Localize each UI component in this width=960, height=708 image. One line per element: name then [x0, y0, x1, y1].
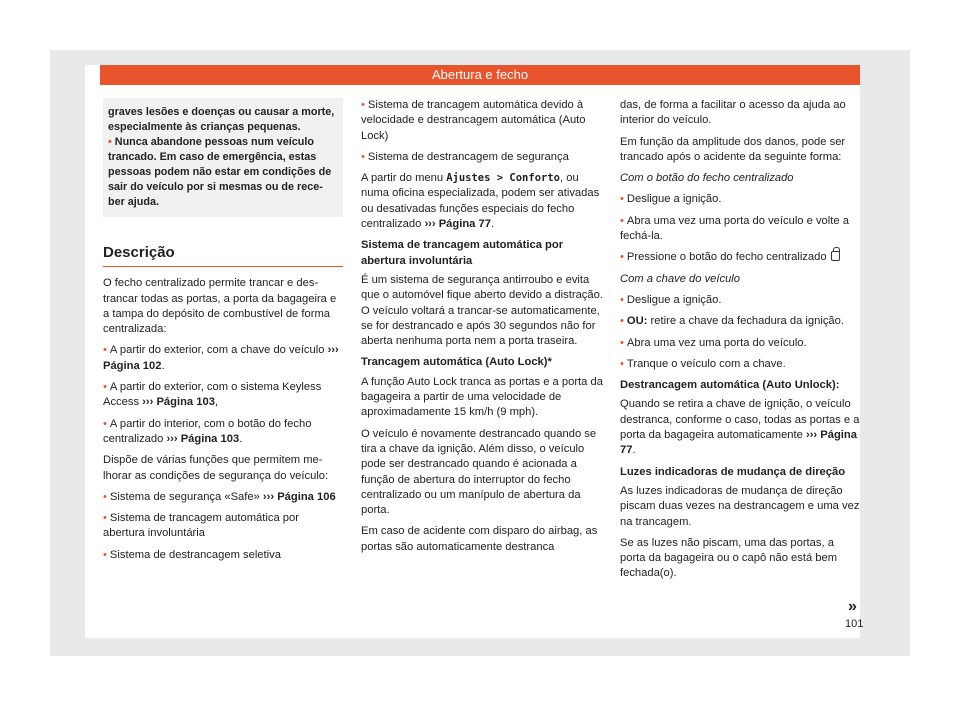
list-item-text: retire a chave da fechadura da ignição. — [650, 315, 844, 328]
warning-box — [103, 98, 343, 217]
paragraph: Em função da amplitude dos danos, pode ser trancado após o acidente da seguinte forma: — [620, 135, 846, 163]
list-item — [361, 98, 603, 144]
list-item — [620, 250, 860, 265]
list-item — [620, 336, 860, 351]
list-item-text: Pressione o botão do fecho centralizado — [626, 251, 827, 264]
list-item-text: A partir do interior, com o botão do fecho centralizado — [103, 417, 312, 445]
list-item-text: Desligue a ignição. — [626, 193, 722, 206]
bullet-icon: • — [103, 512, 107, 525]
bullet-icon: • — [103, 490, 107, 503]
subheading: Luzes indicadoras de mudança de direção — [620, 465, 846, 478]
list-item: • A partir do exterior, com o sistema Keyless Access ››› Página 103, — [103, 381, 322, 409]
italic-heading: Com a chave do veículo — [620, 272, 741, 285]
page-ref-link[interactable]: ››› Página 102 — [103, 344, 339, 372]
list-item — [361, 150, 603, 165]
bullet-icon: • — [620, 251, 624, 264]
paragraph: É um sistema de segurança antirroubo e evita que o automóvel fique aberto devido a distração. O veículo voltará a trancar-se automaticamente, se for destrancado e após 30 segundos não for aberta nenhuma porta nem a porta traseira. — [361, 273, 603, 348]
paragraph: Se as luzes não piscam, uma das portas, a porta da bagageira ou o capô não está bem fechada(o). — [620, 536, 838, 580]
list-item-text: A partir do exterior, com a chave do veículo — [109, 344, 325, 357]
warning-text: Nunca abandone pessoas num veículo trancado. Em caso de emergência, estas pessoas podem não estar em condições de sair do veículo por si mesmas ou de receber ajuda. — [108, 136, 332, 208]
list-item — [103, 548, 343, 563]
list-item-text: Sistema de segurança «Safe» — [109, 490, 260, 503]
list-item-text: Tranque o veículo com a chave. — [626, 357, 786, 370]
subheading: Sistema de trancagem automática por abertura involuntária — [361, 239, 564, 267]
paragraph: Quando se retira a chave de ignição, o veículo destranca, conforme o caso, todas as portas e a porta da bagageira automaticamente ››› Página 77. — [620, 398, 860, 457]
list-item — [103, 511, 343, 542]
list-item — [620, 293, 860, 308]
list-item-text: Abra uma vez uma porta do veículo. — [626, 336, 807, 349]
paragraph: A função Auto Lock tranca as portas e a porta da bagageira a partir de uma velocidade de aproximadamente 15 km/h (9 mph). — [361, 375, 603, 419]
continue-marker: » — [848, 598, 857, 615]
paragraph: O veículo é novamente destrancado quando se tira a chave da ignição. Além disso, o veículo pode ser destrancado quando é acionada a função de abertura do interruptor do fecho centralizado ou um manípulo de abertura da porta. — [361, 427, 597, 517]
list-item — [620, 314, 860, 329]
paragraph: As luzes indicadoras de mudança de direção piscam duas vezes na destrancagem e uma vez na trancagem. — [620, 484, 860, 528]
list-item — [620, 357, 860, 372]
or-label: OU: — [626, 315, 648, 328]
page-ref-link[interactable]: ››› Página 103 — [166, 432, 240, 445]
list-item-text: Sistema de destrancagem seletiva — [109, 548, 281, 561]
list-item-text: Sistema de trancagem automática por abertura involuntária — [103, 512, 299, 540]
list-item: • A partir do interior, com o botão do fecho centralizado ››› Página 103. — [103, 417, 312, 445]
subheading: Trancagem automática (Auto Lock)* — [361, 356, 552, 369]
page-number: 101 — [845, 618, 864, 630]
bullet-icon: • — [108, 136, 112, 148]
italic-heading: Com o botão do fecho centralizado — [620, 172, 794, 185]
paragraph: Em caso de acidente com disparo do airbag, as portas são automaticamente destranca — [361, 525, 598, 553]
list-item — [620, 192, 860, 207]
paragraph-text: Quando se retira a chave de ignição, o veículo destranca, conforme o caso, todas as portas e a porta da bagageira automaticamente — [620, 398, 860, 442]
menu-text-post: , ou numa oficina especializada, podem ser ativadas ou desativadas funções especiais do fecho centralizado — [361, 172, 600, 231]
column-3 — [620, 98, 860, 588]
list-item: • A partir do exterior, com a chave do veículo ››› Página 102. — [103, 344, 339, 372]
bullet-icon: • — [103, 417, 107, 430]
functions-intro: Dispõe de várias funções que permitem melhorar as condições de segurança do veículo: — [103, 454, 329, 482]
list-item — [620, 214, 860, 245]
page-ref-link[interactable]: ››› Página 77 — [620, 429, 857, 457]
list-item-text: Abra uma vez uma porta do veículo e volte a fechá-la. — [620, 214, 849, 243]
list-item-text: A partir do exterior, com o sistema Keyless Access — [103, 381, 322, 409]
bullet-icon: • — [103, 344, 107, 357]
section-title: Descrição — [103, 245, 343, 267]
chapter-header: Abertura e fecho — [100, 65, 860, 85]
bullet-icon: • — [103, 548, 107, 561]
list-item-text: Sistema de trancagem automática devido à velocidade e destrancagem automática (Auto Lock) — [361, 99, 586, 142]
page-ref-link[interactable]: ››› Página 106 — [262, 490, 336, 503]
subheading: Destrancagem automática (Auto Unlock): — [620, 379, 840, 392]
bullet-icon: • — [103, 381, 107, 394]
menu-paragraph: A partir do menu Ajustes > Conforto, ou numa oficina especializada, podem ser ativadas ou desativadas funções especiais do fecho centralizado ››› Página 77. — [361, 172, 600, 231]
bullet-icon: • — [620, 315, 624, 328]
warning-line-2 — [108, 135, 336, 210]
list-item-text: Sistema de destrancagem de segurança — [367, 150, 569, 163]
column-1 — [103, 98, 343, 569]
bullet-icon: • — [620, 193, 624, 206]
bullet-icon: • — [620, 293, 624, 306]
bullet-icon: • — [620, 357, 624, 370]
intro-paragraph: O fecho centralizado permite trancar e destrancar todas as portas, a porta da bagageira e a tampa do depósito de combustível de forma centralizada: — [103, 277, 337, 336]
warning-line-1: graves lesões e doenças ou causar a morte, especialmente às crianças pequenas. — [108, 106, 335, 133]
bullet-icon: • — [620, 336, 624, 349]
column-2 — [361, 98, 603, 561]
page-ref-link[interactable]: ››› Página 103 — [142, 396, 215, 409]
lock-icon — [831, 251, 840, 261]
bullet-icon: • — [361, 150, 365, 163]
list-item — [103, 490, 343, 505]
paragraph: das, de forma a facilitar o acesso da ajuda ao interior do veículo. — [620, 99, 846, 127]
bullet-icon: • — [620, 214, 624, 227]
page-ref-link[interactable]: ››› Página 77 — [424, 218, 491, 231]
bullet-icon: • — [361, 99, 365, 111]
list-item-text: Desligue a ignição. — [626, 293, 722, 306]
menu-path: Ajustes > Conforto — [446, 172, 560, 185]
menu-text: A partir do menu — [361, 172, 444, 185]
